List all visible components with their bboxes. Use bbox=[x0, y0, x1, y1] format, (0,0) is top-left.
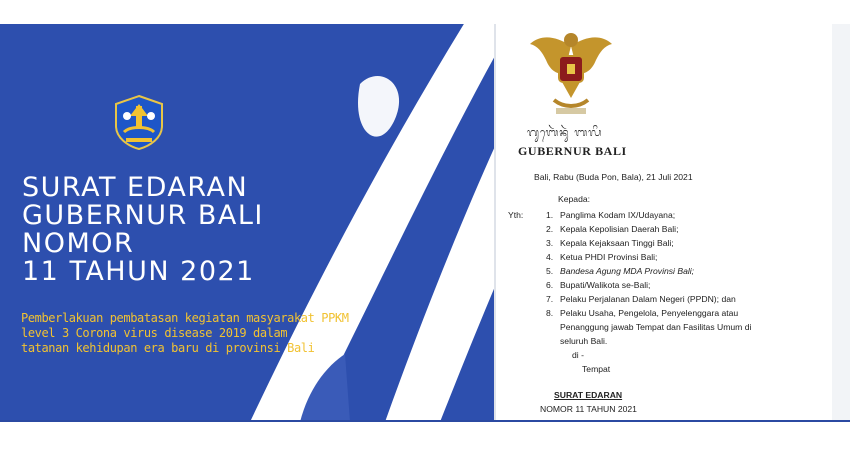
subtitle-line-2: level 3 Corona virus disease 2019 dalam bbox=[21, 326, 288, 340]
subtitle-line-3: tatanan kehidupan era baru di provinsi Bali bbox=[21, 341, 315, 355]
recipient-number: 7. bbox=[546, 294, 554, 304]
balinese-script-heading: ᬕᬸᬩᬾᬃᬦᬸᬃ ᬩᬮᬶ bbox=[527, 126, 603, 139]
tempat-label: Tempat bbox=[582, 364, 611, 374]
bali-province-emblem-icon bbox=[110, 94, 168, 150]
di-label: di - bbox=[572, 350, 584, 360]
recipient-number: 1. bbox=[546, 210, 554, 220]
right-margin-strip bbox=[832, 24, 850, 422]
governor-heading: GUBERNUR BALI bbox=[518, 144, 627, 158]
yth-label: Yth: bbox=[508, 210, 524, 220]
blue-panel bbox=[0, 24, 496, 422]
recipient-number: 5. bbox=[546, 266, 554, 276]
title-line-2: GUBERNUR BALI bbox=[22, 200, 264, 231]
circular-number: NOMOR 11 TAHUN 2021 bbox=[540, 404, 637, 414]
title-line-1: SURAT EDARAN bbox=[22, 172, 249, 203]
recipient-item: Panglima Kodam IX/Udayana; bbox=[560, 210, 676, 220]
recipient-number: 2. bbox=[546, 224, 554, 234]
banner bbox=[0, 24, 850, 422]
recipient-item-continued: Penanggung jawab Tempat dan Fasilitas Umum di bbox=[560, 322, 752, 332]
recipient-number: 8. bbox=[546, 308, 554, 318]
recipient-item-continued: seluruh Bali. bbox=[560, 336, 608, 346]
recipient-item: Pelaku Perjalanan Dalam Negeri (PPDN); dan bbox=[560, 294, 736, 304]
circular-document bbox=[496, 24, 832, 422]
recipient-number: 3. bbox=[546, 238, 554, 248]
title-line-3: NOMOR bbox=[22, 228, 135, 259]
recipient-item: Pelaku Usaha, Pengelola, Penyelenggara atau bbox=[560, 308, 739, 318]
recipient-item: Bandesa Agung MDA Provinsi Bali; bbox=[560, 266, 695, 276]
recipient-number: 4. bbox=[546, 252, 554, 262]
recipient-item: Kepala Kepolisian Daerah Bali; bbox=[560, 224, 679, 234]
addressee-label: Kepada: bbox=[558, 194, 591, 204]
bottom-divider bbox=[0, 420, 850, 422]
recipient-item: Kepala Kejaksaan Tinggi Bali; bbox=[560, 238, 674, 248]
subtitle-line-1: Pemberlakuan pembatasan kegiatan masyarakat PPKM bbox=[21, 311, 349, 325]
title-line-4: 11 TAHUN 2021 bbox=[22, 256, 255, 287]
garuda-pancasila-emblem-icon bbox=[526, 26, 616, 118]
circular-title: SURAT EDARAN bbox=[554, 390, 623, 400]
recipient-number: 6. bbox=[546, 280, 554, 290]
date-line: Bali, Rabu (Buda Pon, Bala), 21 Juli 2021 bbox=[534, 172, 693, 182]
recipient-item: Ketua PHDI Provinsi Bali; bbox=[560, 252, 658, 262]
recipient-item: Bupati/Walikota se-Bali; bbox=[560, 280, 651, 290]
